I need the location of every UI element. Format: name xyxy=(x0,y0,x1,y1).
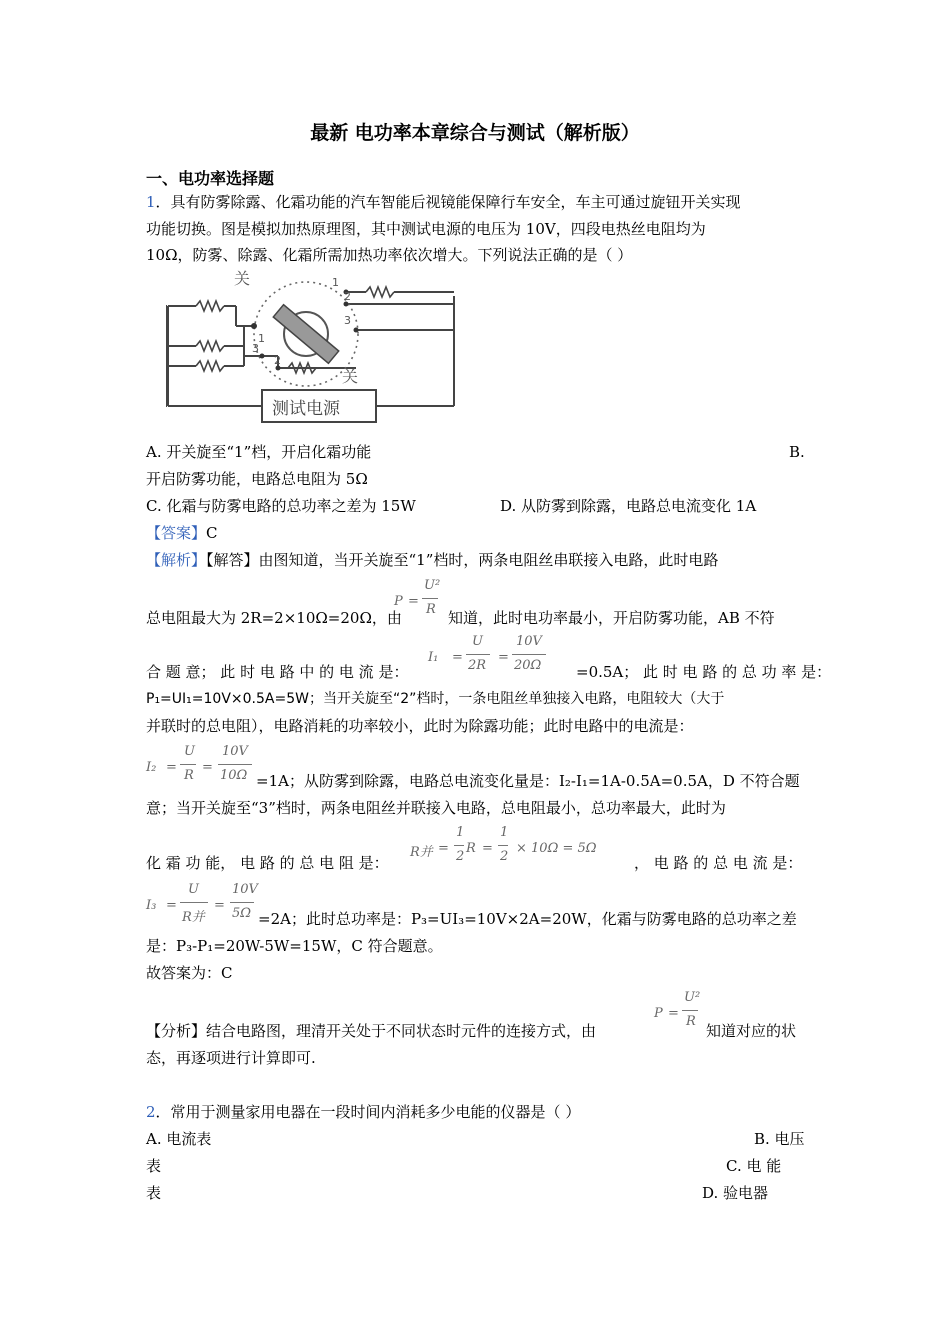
q2-option-b-cont: 表 xyxy=(146,1157,162,1175)
q1-summary-line1b: 知道对应的状 xyxy=(706,1022,797,1040)
q2-option-a: A. 电流表 xyxy=(146,1130,212,1148)
formula-power: P = U² R xyxy=(394,578,441,617)
q1-line2: 功能切换。图是模拟加热原理图，其中测试电源的电压为 10V，四段电热丝电阻均为 xyxy=(146,220,706,238)
q2-stem: 2．常用于测量家用电器在一段时间内消耗多少电能的仪器是（ ） xyxy=(146,1103,581,1121)
q1-analysis-line9: =2A；此时总功率是：P₃=UI₃=10V×2A=20W，化霜与防雾电路的总功率之差 xyxy=(258,910,797,928)
q1-analysis-line3b: =0.5A； 此 时 电 路 的 总 功 率 是： xyxy=(576,663,832,681)
q1-analysis-line5: 并联时的总电阻），电路消耗的功率较小，此时为除露功能；此时电路中的电流是： xyxy=(146,717,694,735)
formula-current-2: I₂ = U R = 10V 10Ω xyxy=(146,742,256,792)
q1-analysis-line10: 是：P₃-P₁=20W-5W=15W，C 符合题意。 xyxy=(146,937,443,955)
q1-analysis-line2a: 总电阻最大为 2R=2×10Ω=20Ω，由 xyxy=(146,609,402,627)
svg-text:1: 1 xyxy=(258,332,265,345)
formula-current-3: I₃ = U R并 = 10V 5Ω xyxy=(146,882,258,925)
q1-analysis-line4: P₁=UI₁=10V×0.5A=5W；当开关旋至“2”档时，一条电阻丝单独接入电路，电阻较大（大于 xyxy=(146,691,725,707)
section-heading: 一、电功率选择题 xyxy=(146,169,275,188)
formula-power-2: P = U² R xyxy=(654,990,701,1029)
svg-text:2: 2 xyxy=(274,354,281,367)
q1-line1: 1．具有防雾除露、化霜功能的汽车智能后视镜能保障行车安全，车主可通过旋钮开关实现 xyxy=(146,193,741,211)
svg-text:1: 1 xyxy=(332,276,339,289)
q1-analysis-line1: 【解析】【解答】由图知道，当开关旋至“1”档时，两条电阻丝串联接入电路，此时电路 xyxy=(146,551,719,569)
svg-text:2: 2 xyxy=(344,290,351,303)
q1-option-d: D. 从防雾到除露，电路总电流变化 1A xyxy=(500,497,757,515)
q1-analysis-line2b: 知道，此时电功率最小，开启防雾功能，AB 不符 xyxy=(448,609,775,627)
q1-analysis-line8a: 化 霜 功 能， 电 路 的 总 电 阻 是： xyxy=(146,854,389,872)
q1-analysis-line8b: ， 电 路 的 总 电 流 是： xyxy=(634,854,803,872)
formula-current-1: I₁ = U 2R = 10V 20Ω xyxy=(428,632,578,682)
q1-analysis-line6: =1A；从防雾到除露，电路总电流变化量是：I₂-I₁=1A-0.5A=0.5A，D 不符合题 xyxy=(256,772,800,790)
q1-option-a: A. 开关旋至“1”档，开启化霜功能 xyxy=(146,443,372,461)
q2-option-d: D. 验电器 xyxy=(702,1184,769,1202)
q1-analysis-line3a: 合 题 意； 此 时 电 路 中 的 电 流 是： xyxy=(146,663,409,681)
formula-resistance: R并 = 1 2 R = 1 2 × 10Ω = 5Ω xyxy=(410,825,597,864)
q2-option-c-cont: 表 xyxy=(146,1184,162,1202)
svg-text:3: 3 xyxy=(252,342,259,355)
q1-summary-line1a: 【分析】结合电路图，理清开关处于不同状态时元件的连接方式，由 xyxy=(146,1022,597,1040)
q1-answer: 【答案】C xyxy=(146,524,218,542)
circuit-diagram xyxy=(166,268,461,428)
page-title: 最新 电功率本章综合与测试（解析版） xyxy=(310,122,640,144)
q1-analysis-line7: 意；当开关旋至“3”档时，两条电阻丝并联接入电路，总电阻最小，总功率最大，此时为 xyxy=(146,799,726,817)
switch-label-bottom: 关 xyxy=(342,367,359,386)
q1-summary-line2: 态，再逐项进行计算即可. xyxy=(146,1049,316,1067)
q1-option-b-label: B. xyxy=(789,443,805,461)
q1-option-b: 开启防雾功能，电路总电阻为 5Ω xyxy=(146,470,368,488)
q2-number: 2 xyxy=(146,1103,156,1121)
q1-option-c: C. 化霜与防雾电路的总功率之差为 15W xyxy=(146,497,416,515)
power-source-label: 测试电源 xyxy=(272,399,340,419)
q1-number: 1 xyxy=(146,193,156,211)
q2-option-b: B. 电压 xyxy=(754,1130,805,1148)
svg-text:3: 3 xyxy=(344,314,351,327)
switch-label-top: 关 xyxy=(234,269,251,288)
q2-option-c: C. 电 能 xyxy=(726,1157,782,1175)
q1-line3: 10Ω，防雾、除露、化霜所需加热功率依次增大。下列说法正确的是（ ） xyxy=(146,246,633,264)
q1-analysis-line11: 故答案为：C xyxy=(146,964,233,982)
